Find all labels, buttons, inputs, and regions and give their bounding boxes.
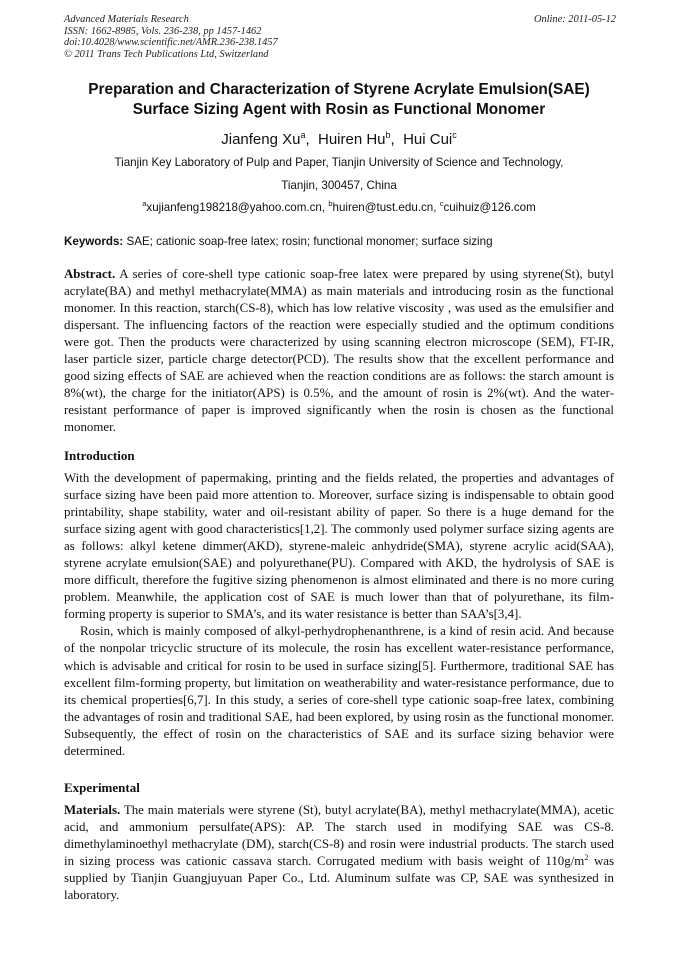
email-address[interactable]: xujianfeng198218@yahoo.com.cn — [146, 201, 322, 214]
doi-line: doi:10.4028/www.scientific.net/AMR.236-238.1457 — [64, 37, 278, 49]
issn-line: ISSN: 1662-8985, Vols. 236-238, pp 1457-1462 — [64, 25, 262, 37]
email-list: $^a$xujianfeng198218@yahoo.com.cn, $^b$huiren@tust.edu.cn, $^c$cuihuiz@126.com — [142, 199, 536, 214]
author-mark: a — [300, 130, 306, 140]
keywords-label: Keywords: — [64, 235, 124, 248]
abstract-text: A series of core-shell type cationic soap-free latex were prepared by using styrene(St), butyl acrylate(BA) and methyl methacrylate(MMA) as main materials and introducing rosin as the functional monomer. In this reaction, starch(CS-8), which has low relative viscosity , was used as the emulsifier and dispersant. The influencing factors of the reaction were especially studied and the optimum conditions were got. Then the products were characterized by using scanning electron microscope (SEM), FT-IR, laser particle sizer, particle charge detector(PCD). The results show that the excellent performance and good sizing effects of SAE are achieved when the reaction conditions are as follows: the starch amount is 8%(wt), the charge for the initiator(APS) is 0.5%, and the amount of rosin is 2%(wt). And the water-resistant performance of paper is improved significantly when the rosin is chosen as the functional monomer. — [64, 267, 614, 435]
online-date: Online: 2011-05-12 — [533, 14, 616, 25]
keywords — [64, 235, 624, 249]
unit-superscript: 2 — [584, 853, 589, 863]
experimental-heading: Experimental — [64, 780, 140, 795]
title-line-2: Surface Sizing Agent with Rosin as Functional Monomer — [132, 100, 546, 118]
title-line-1: Preparation and Characterization of Styrene Acrylate Emulsion(SAE) — [88, 81, 590, 98]
journal-header — [64, 14, 616, 60]
author-name: Jianfeng Xu — [221, 131, 301, 148]
email-mark: b — [328, 199, 333, 208]
affiliation-line-2: Tianjin, 300457, China — [281, 179, 397, 192]
author-name: Huiren Hu — [318, 131, 386, 148]
email-address[interactable]: cuihuiz@126.com — [443, 201, 536, 214]
abstract-label: Abstract. — [64, 267, 116, 281]
introduction-paragraph-2: Rosin, which is mainly composed of alkyl-perhydrophenanthrene, is a kind of resin acid. And because of the nonpolar tricyclic structure of its molecule, the rosin has excellent water-resistance performance, which is advisable and critical for rosin to be used in surface sizing[5]. Furthermore, traditional SAE has excellent film-forming property, but limitation on weatherability and water-resistance performance, due to its chemical properties[6,7]. In this study, a series of core-shell type cationic soap-free latex, combining the advantages of rosin and traditional SAE, had been explored, by using rosin as the functional monomer. Subsequently, the effect of rosin on the characteristics of SAE and its surface sizing behavior were determined. — [64, 624, 614, 758]
email-address[interactable]: huiren@tust.edu.cn — [332, 201, 434, 214]
author-list: Jianfeng Xu$^a$, Huiren Hu$^b$, Hui Cui$^c$ — [221, 130, 457, 148]
materials-text-1: The main materials were styrene (St), butyl acrylate(BA), methyl methacrylate(MMA), acetic acid, and ammonium persulfate(APS): AP. The starch used in modifying SAE was CS-8. dimethylaminoethyl methacrylate (DM), starch(CS-8) and rosin were industrial products. The starch used in sizing process was cationic cassava starch. Corrugated medium with basis weight of 110g/m — [64, 803, 614, 869]
copyright-line: © 2011 Trans Tech Publications Ltd, Switzerland — [64, 48, 269, 60]
introduction-paragraph-1: With the development of papermaking, printing and the fields related, the properties and advantages of surface sizing have been paid more attention to. Moreover, surface sizing is indispensable to obtain good printability, shape stability, water and oil-resistant ability of paper. So there is a huge demand for the surface sizing agent with good characteristics[1,2]. The commonly used polymer surface sizing agents are as follows: alkyl ketene dimmer(AKD), styrene-maleic anhydride(SMA), styrene acrylic acid(SAA), styrene acrylate emulsion(SAE) and polyurethane(PU). Compared with AKD, the hydrolysis of SAE is more difficult, therefore the fugitive sizing phenomenon is almost eliminated and there is no more curing problem. Meanwhile, the application cost of SAE is much lower than that of polyurethane, its film-forming property is superior to SMA’s, and its water resistance is better than SAA’s[3,4]. — [64, 471, 614, 622]
email-mark: c — [439, 199, 444, 208]
paper-title — [50, 80, 628, 119]
materials-label: Materials. — [64, 803, 121, 817]
abstract — [64, 266, 614, 436]
materials-paragraph — [64, 802, 614, 904]
author-mark: b — [385, 130, 391, 140]
keywords-text: SAE; cationic soap-free latex; rosin; functional monomer; surface sizing — [126, 235, 493, 248]
affiliation-line-1: Tianjin Key Laboratory of Pulp and Paper, Tianjin University of Science and Technology, — [114, 156, 564, 169]
author-name: Hui Cui — [403, 131, 453, 148]
author-mark: c — [452, 130, 457, 140]
materials-text-2: was supplied by Tianjin Guangjuyuan Paper Co., Ltd. Aluminum sulfate was CP, SAE was synthesized in laboratory. — [64, 854, 614, 903]
email-mark: a — [142, 199, 147, 208]
introduction-heading: Introduction — [64, 448, 135, 463]
journal-name: Advanced Materials Research — [64, 14, 189, 25]
introduction-body — [64, 470, 614, 760]
